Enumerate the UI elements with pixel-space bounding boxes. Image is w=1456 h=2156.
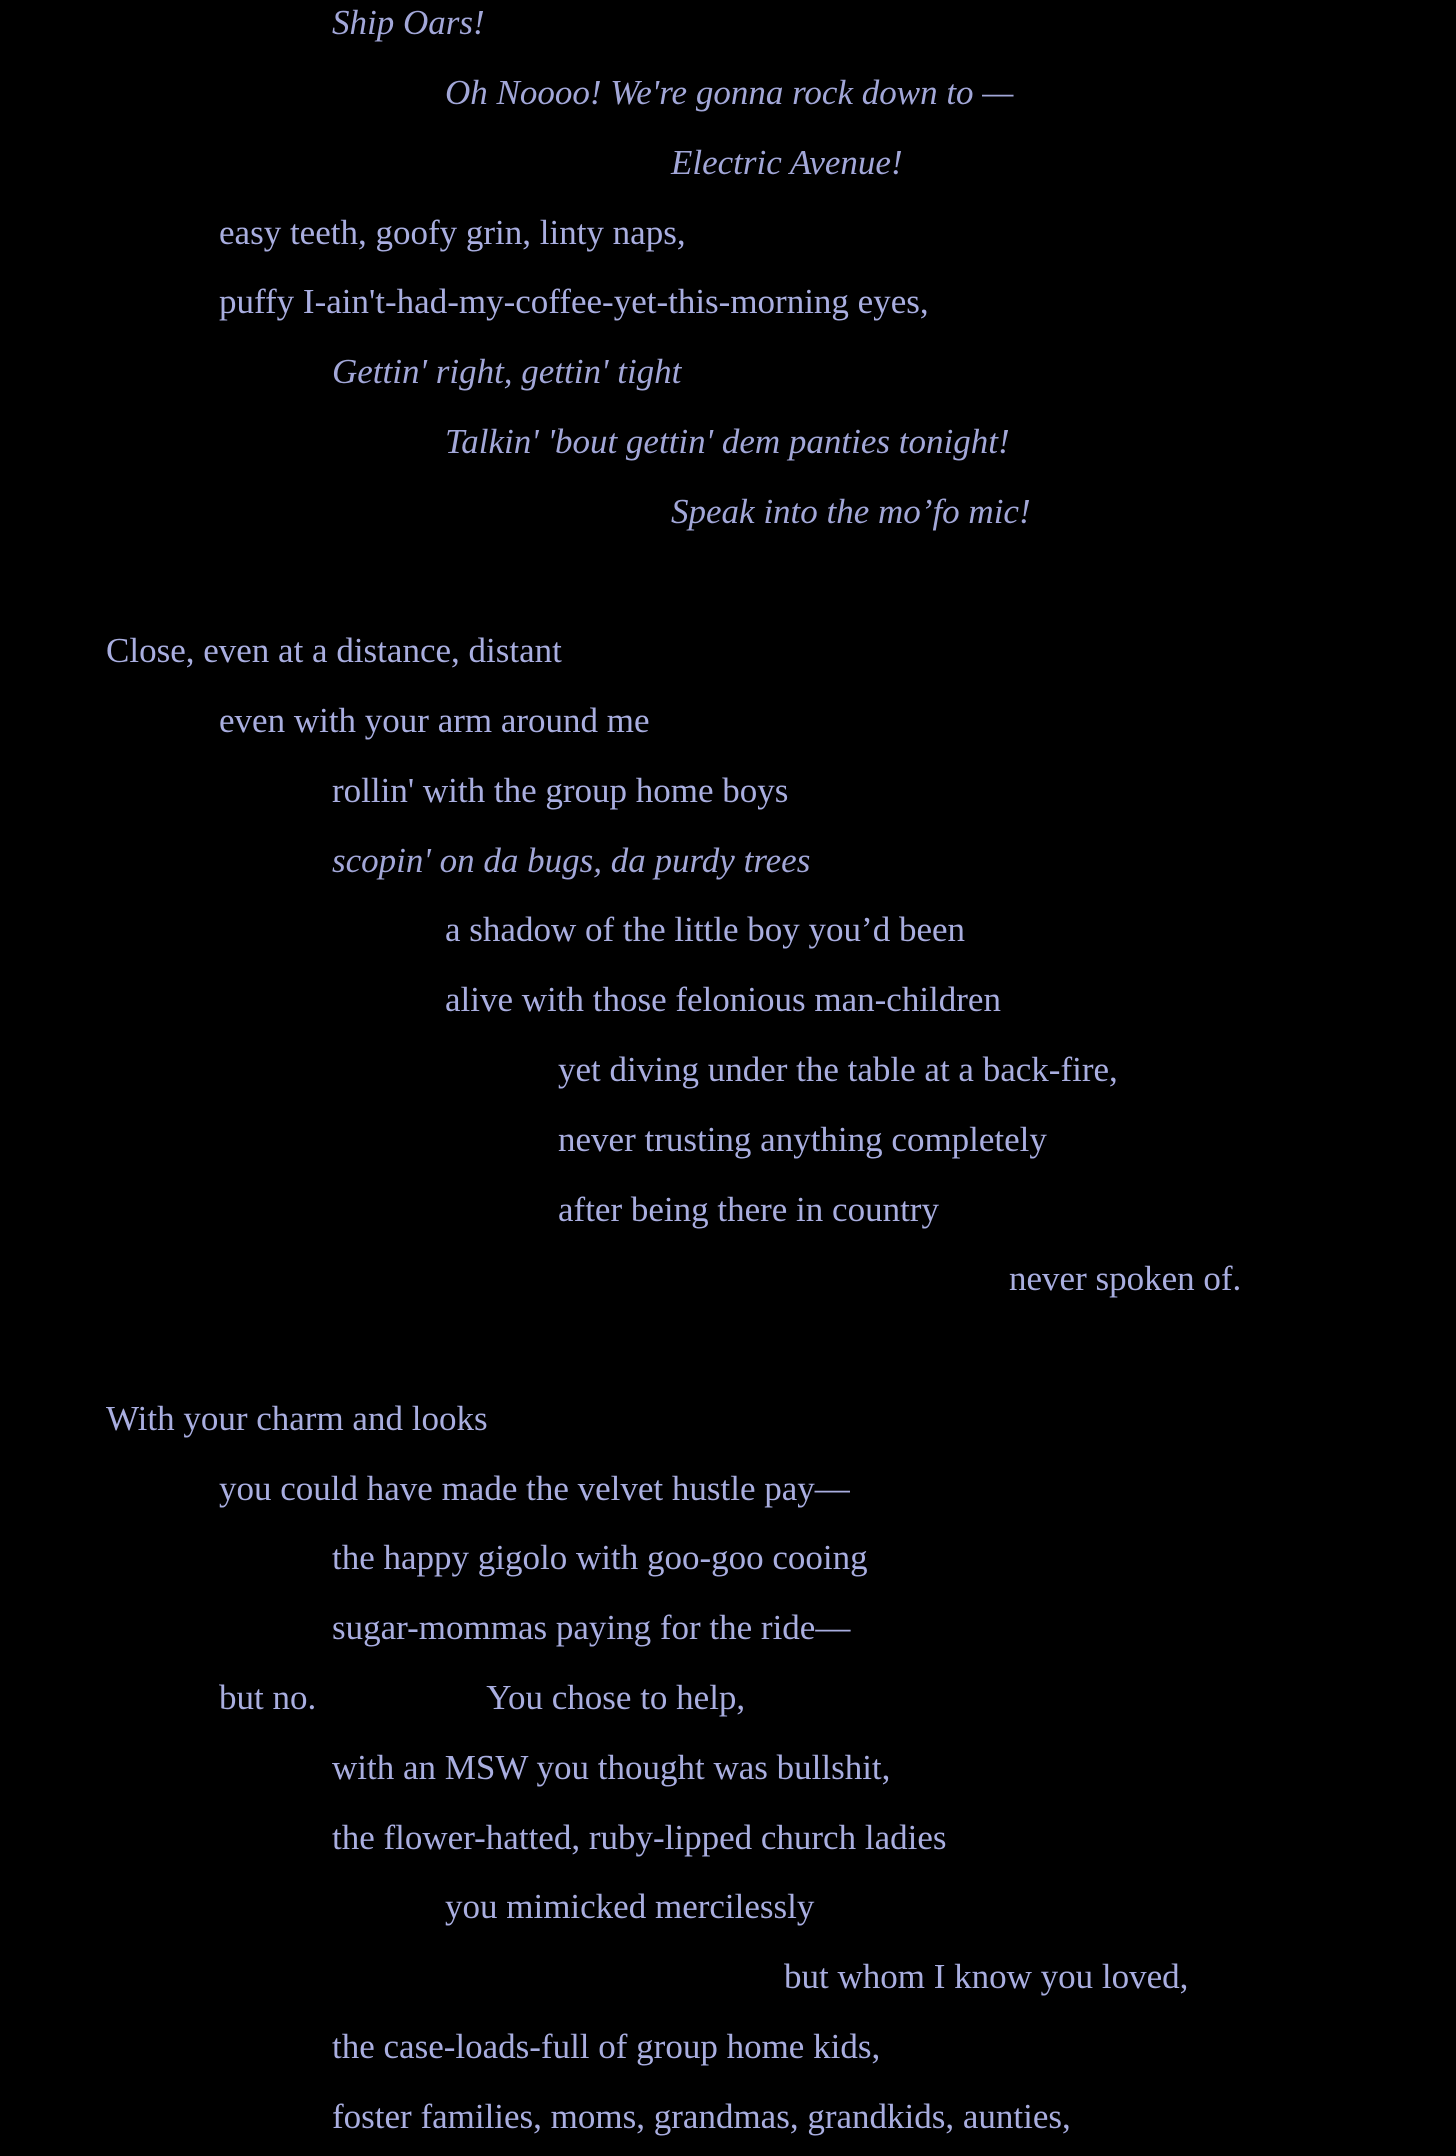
poem-line-segment: You chose to help, xyxy=(486,1678,746,1717)
poem-line: the case-loads-full of group home kids, xyxy=(332,2027,881,2066)
poem-line: Talkin' 'bout gettin' dem panties tonight! xyxy=(445,422,1010,461)
poem-line: puffy I-ain't-had-my-coffee-yet-this-morning eyes, xyxy=(219,282,929,321)
poem-line: rollin' with the group home boys xyxy=(332,771,789,810)
poem-line-segment: but no. xyxy=(219,1678,317,1717)
poem-line: but whom I know you loved, xyxy=(784,1957,1189,1996)
poem-line: Ship Oars! xyxy=(332,3,485,42)
poem-line: With your charm and looks xyxy=(106,1399,488,1438)
poem-line: Oh Noooo! We're gonna rock down to — xyxy=(445,73,1014,112)
poem-line: Electric Avenue! xyxy=(671,143,903,182)
poem-line: easy teeth, goofy grin, linty naps, xyxy=(219,213,686,252)
poem-line: Gettin' right, gettin' tight xyxy=(332,352,682,391)
poem-line: even with your arm around me xyxy=(219,701,650,740)
poem-line: never trusting anything completely xyxy=(558,1120,1047,1159)
poem-line: with an MSW you thought was bullshit, xyxy=(332,1748,891,1787)
poem-line: alive with those felonious man-children xyxy=(445,980,1001,1019)
poem-line: the happy gigolo with goo-goo cooing xyxy=(332,1538,868,1577)
poem-line xyxy=(0,1663,745,1733)
poem-line: a shadow of the little boy you’d been xyxy=(445,910,966,949)
poem-line: you could have made the velvet hustle pay— xyxy=(219,1469,850,1508)
poem-line: Speak into the mo’fo mic! xyxy=(671,492,1031,531)
poem-line: foster families, moms, grandmas, grandkids, aunties, xyxy=(332,2097,1071,2136)
poem-line: after being there in country xyxy=(558,1190,939,1229)
poem-line: scopin' on da bugs, da purdy trees xyxy=(332,841,811,880)
poem-line: the flower-hatted, ruby-lipped church ladies xyxy=(332,1818,947,1857)
poem-line: you mimicked mercilessly xyxy=(445,1887,815,1926)
poem-line: never spoken of. xyxy=(1009,1259,1242,1298)
poem-line: sugar-mommas paying for the ride— xyxy=(332,1608,851,1647)
poem-line: yet diving under the table at a back-fire, xyxy=(558,1050,1118,1089)
poem-line: Close, even at a distance, distant xyxy=(106,631,562,670)
